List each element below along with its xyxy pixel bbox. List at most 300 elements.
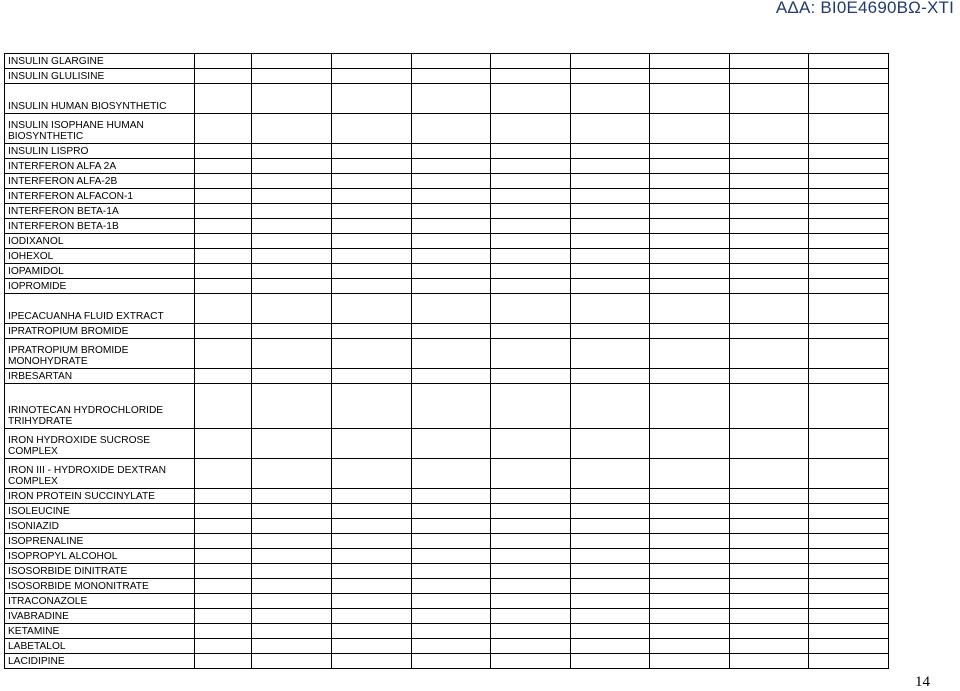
table-row [5,234,889,249]
table-row [5,249,889,264]
empty-cell [194,69,252,84]
empty-cell [331,189,411,204]
substance-name-cell: IOHEXOL [5,249,195,264]
empty-cell [729,339,809,369]
empty-cell [809,489,889,504]
empty-cell [570,624,650,639]
empty-cell [194,429,252,459]
empty-cell [491,174,571,189]
empty-cell [252,489,332,504]
empty-cell [194,489,252,504]
empty-cell [729,459,809,489]
empty-cell [411,249,491,264]
table-row [5,369,889,384]
empty-cell [570,294,650,324]
empty-cell [331,549,411,564]
empty-cell [570,459,650,489]
empty-cell [411,519,491,534]
empty-cell [650,549,730,564]
empty-cell [491,549,571,564]
empty-cell [411,384,491,429]
empty-cell [491,294,571,324]
empty-cell [331,69,411,84]
substance-name-cell: IPRATROPIUM BROMIDE MONOHYDRATE [5,339,195,369]
empty-cell [809,504,889,519]
empty-cell [729,174,809,189]
substance-name-cell: ISOPROPYL ALCOHOL [5,549,195,564]
empty-cell [570,594,650,609]
table-row [5,459,889,489]
empty-cell [194,204,252,219]
empty-cell [729,264,809,279]
empty-cell [491,594,571,609]
empty-cell [570,384,650,429]
empty-cell [491,429,571,459]
empty-cell [194,654,252,669]
empty-cell [729,564,809,579]
empty-cell [491,564,571,579]
empty-cell [650,294,730,324]
empty-cell [809,384,889,429]
empty-cell [331,369,411,384]
table-row [5,69,889,84]
empty-cell [331,249,411,264]
empty-cell [650,174,730,189]
empty-cell [252,174,332,189]
empty-cell [570,279,650,294]
empty-cell [194,264,252,279]
empty-cell [729,609,809,624]
empty-cell [194,234,252,249]
empty-cell [650,159,730,174]
empty-cell [570,504,650,519]
table-row [5,639,889,654]
empty-cell [650,114,730,144]
empty-cell [809,174,889,189]
empty-cell [729,549,809,564]
empty-cell [411,114,491,144]
empty-cell [194,459,252,489]
table-row [5,384,889,429]
empty-cell [411,264,491,279]
table-row [5,219,889,234]
empty-cell [252,519,332,534]
empty-cell [570,519,650,534]
empty-cell [809,84,889,114]
substance-name-cell: ISOLEUCINE [5,504,195,519]
empty-cell [570,69,650,84]
empty-cell [491,189,571,204]
empty-cell [650,459,730,489]
empty-cell [194,579,252,594]
table-row [5,564,889,579]
empty-cell [650,489,730,504]
empty-cell [809,219,889,234]
substance-name-cell: IRBESARTAN [5,369,195,384]
empty-cell [729,489,809,504]
empty-cell [194,564,252,579]
table-row [5,489,889,504]
empty-cell [729,429,809,459]
empty-cell [650,219,730,234]
empty-cell [194,114,252,144]
empty-cell [411,594,491,609]
empty-cell [411,639,491,654]
empty-cell [809,369,889,384]
empty-cell [411,84,491,114]
empty-cell [809,54,889,69]
empty-cell [570,429,650,459]
empty-cell [809,459,889,489]
page-number: 14 [915,674,930,690]
empty-cell [729,249,809,264]
empty-cell [809,159,889,174]
empty-cell [331,594,411,609]
empty-cell [650,519,730,534]
empty-cell [650,384,730,429]
empty-cell [729,504,809,519]
empty-cell [331,324,411,339]
empty-cell [809,624,889,639]
empty-cell [729,84,809,114]
empty-cell [252,159,332,174]
empty-cell [809,429,889,459]
empty-cell [252,114,332,144]
empty-cell [331,639,411,654]
substance-name-cell: IPRATROPIUM BROMIDE [5,324,195,339]
empty-cell [194,609,252,624]
empty-cell [809,144,889,159]
empty-cell [411,504,491,519]
empty-cell [331,564,411,579]
substance-name-cell: INSULIN GLULISINE [5,69,195,84]
empty-cell [570,264,650,279]
empty-cell [729,114,809,144]
empty-cell [491,279,571,294]
empty-cell [411,324,491,339]
substance-name-cell: ISOPRENALINE [5,534,195,549]
empty-cell [650,264,730,279]
empty-cell [331,654,411,669]
empty-cell [252,504,332,519]
empty-cell [650,429,730,459]
empty-cell [809,294,889,324]
empty-cell [491,234,571,249]
empty-cell [491,114,571,144]
empty-cell [729,234,809,249]
empty-cell [570,564,650,579]
empty-cell [411,339,491,369]
empty-cell [331,159,411,174]
empty-cell [331,534,411,549]
empty-cell [411,564,491,579]
empty-cell [331,204,411,219]
empty-cell [809,534,889,549]
empty-cell [331,279,411,294]
empty-cell [650,534,730,549]
empty-cell [252,564,332,579]
empty-cell [809,204,889,219]
empty-cell [729,639,809,654]
empty-cell [491,54,571,69]
empty-cell [331,294,411,324]
empty-cell [331,174,411,189]
empty-cell [491,204,571,219]
empty-cell [491,219,571,234]
empty-cell [411,174,491,189]
empty-cell [411,279,491,294]
table-row [5,534,889,549]
substance-name-cell: IODIXANOL [5,234,195,249]
empty-cell [331,489,411,504]
empty-cell [491,144,571,159]
empty-cell [331,54,411,69]
empty-cell [411,534,491,549]
empty-cell [491,504,571,519]
empty-cell [650,624,730,639]
empty-cell [252,54,332,69]
empty-cell [194,144,252,159]
substance-name-cell: INTERFERON ALFA-2B [5,174,195,189]
substance-name-cell: IPECACUANHA FLUID EXTRACT [5,294,195,324]
empty-cell [809,189,889,204]
substance-table-body [5,54,889,669]
substance-name-cell: ISOSORBIDE DINITRATE [5,564,195,579]
empty-cell [491,534,571,549]
empty-cell [570,369,650,384]
empty-cell [650,279,730,294]
empty-cell [729,54,809,69]
empty-cell [194,294,252,324]
empty-cell [194,189,252,204]
empty-cell [650,189,730,204]
empty-cell [411,579,491,594]
empty-cell [809,264,889,279]
empty-cell [491,84,571,114]
table-row [5,594,889,609]
empty-cell [194,219,252,234]
empty-cell [331,579,411,594]
table-row [5,264,889,279]
empty-cell [194,324,252,339]
empty-cell [729,144,809,159]
table-row [5,54,889,69]
substance-name-cell: ISOSORBIDE MONONITRATE [5,579,195,594]
empty-cell [650,639,730,654]
empty-cell [570,174,650,189]
empty-cell [491,579,571,594]
empty-cell [194,84,252,114]
substance-name-cell: INSULIN HUMAN BIOSYNTHETIC [5,84,195,114]
empty-cell [650,324,730,339]
table-row [5,159,889,174]
empty-cell [650,564,730,579]
empty-cell [194,54,252,69]
empty-cell [491,639,571,654]
empty-cell [570,144,650,159]
empty-cell [252,369,332,384]
empty-cell [331,459,411,489]
empty-cell [411,69,491,84]
empty-cell [194,549,252,564]
empty-cell [331,624,411,639]
empty-cell [252,534,332,549]
substance-name-cell: KETAMINE [5,624,195,639]
empty-cell [491,69,571,84]
empty-cell [570,579,650,594]
empty-cell [650,84,730,114]
empty-cell [331,519,411,534]
empty-cell [252,189,332,204]
table-row [5,204,889,219]
empty-cell [411,609,491,624]
substance-name-cell: IRON III - HYDROXIDE DEXTRAN COMPLEX [5,459,195,489]
table-row [5,504,889,519]
empty-cell [331,504,411,519]
empty-cell [411,144,491,159]
empty-cell [194,159,252,174]
empty-cell [491,459,571,489]
empty-cell [411,204,491,219]
table-row [5,324,889,339]
substance-name-cell: INSULIN ISOPHANE HUMAN BIOSYNTHETIC [5,114,195,144]
empty-cell [491,624,571,639]
empty-cell [252,234,332,249]
empty-cell [411,219,491,234]
substance-name-cell: LABETALOL [5,639,195,654]
empty-cell [729,369,809,384]
empty-cell [252,279,332,294]
empty-cell [809,609,889,624]
empty-cell [331,429,411,459]
empty-cell [729,294,809,324]
empty-cell [252,459,332,489]
table-row [5,279,889,294]
empty-cell [194,279,252,294]
empty-cell [650,144,730,159]
empty-cell [650,69,730,84]
empty-cell [252,594,332,609]
empty-cell [570,159,650,174]
empty-cell [570,84,650,114]
table-row [5,114,889,144]
table-row [5,294,889,324]
table-row [5,339,889,369]
empty-cell [252,324,332,339]
empty-cell [809,279,889,294]
empty-cell [729,579,809,594]
empty-cell [411,549,491,564]
empty-cell [252,264,332,279]
empty-cell [252,204,332,219]
empty-cell [491,384,571,429]
substance-name-cell: IRON HYDROXIDE SUCROSE COMPLEX [5,429,195,459]
empty-cell [650,654,730,669]
empty-cell [194,249,252,264]
empty-cell [194,594,252,609]
empty-cell [411,369,491,384]
empty-cell [570,189,650,204]
empty-cell [411,159,491,174]
empty-cell [809,234,889,249]
empty-cell [570,639,650,654]
empty-cell [252,84,332,114]
empty-cell [331,234,411,249]
substance-name-cell: ITRACONAZOLE [5,594,195,609]
empty-cell [331,144,411,159]
substance-name-cell: IVABRADINE [5,609,195,624]
table-row [5,429,889,459]
empty-cell [570,609,650,624]
empty-cell [570,234,650,249]
empty-cell [491,159,571,174]
empty-cell [729,324,809,339]
substance-name-cell: INTERFERON BETA-1B [5,219,195,234]
empty-cell [411,429,491,459]
substance-name-cell: INTERFERON BETA-1A [5,204,195,219]
substance-name-cell: IOPAMIDOL [5,264,195,279]
substance-name-cell: INSULIN GLARGINE [5,54,195,69]
empty-cell [491,264,571,279]
table-row [5,174,889,189]
empty-cell [331,264,411,279]
empty-cell [491,324,571,339]
empty-cell [331,609,411,624]
substance-table [4,53,889,669]
empty-cell [252,549,332,564]
empty-cell [729,624,809,639]
empty-cell [809,324,889,339]
empty-cell [729,384,809,429]
empty-cell [252,384,332,429]
empty-cell [729,279,809,294]
empty-cell [491,654,571,669]
table-row [5,549,889,564]
empty-cell [194,624,252,639]
empty-cell [809,594,889,609]
empty-cell [252,69,332,84]
empty-cell [570,489,650,504]
empty-cell [491,369,571,384]
empty-cell [729,534,809,549]
substance-name-cell: ISONIAZID [5,519,195,534]
empty-cell [252,144,332,159]
empty-cell [729,594,809,609]
table-row [5,609,889,624]
empty-cell [809,639,889,654]
table-row [5,144,889,159]
empty-cell [650,594,730,609]
empty-cell [809,564,889,579]
empty-cell [650,339,730,369]
table-row [5,189,889,204]
table-row [5,84,889,114]
empty-cell [570,219,650,234]
empty-cell [729,219,809,234]
empty-cell [194,384,252,429]
empty-cell [809,654,889,669]
empty-cell [411,489,491,504]
empty-cell [729,189,809,204]
empty-cell [809,579,889,594]
empty-cell [411,459,491,489]
empty-cell [570,549,650,564]
empty-cell [252,579,332,594]
empty-cell [252,624,332,639]
empty-cell [809,339,889,369]
empty-cell [729,519,809,534]
empty-cell [729,654,809,669]
